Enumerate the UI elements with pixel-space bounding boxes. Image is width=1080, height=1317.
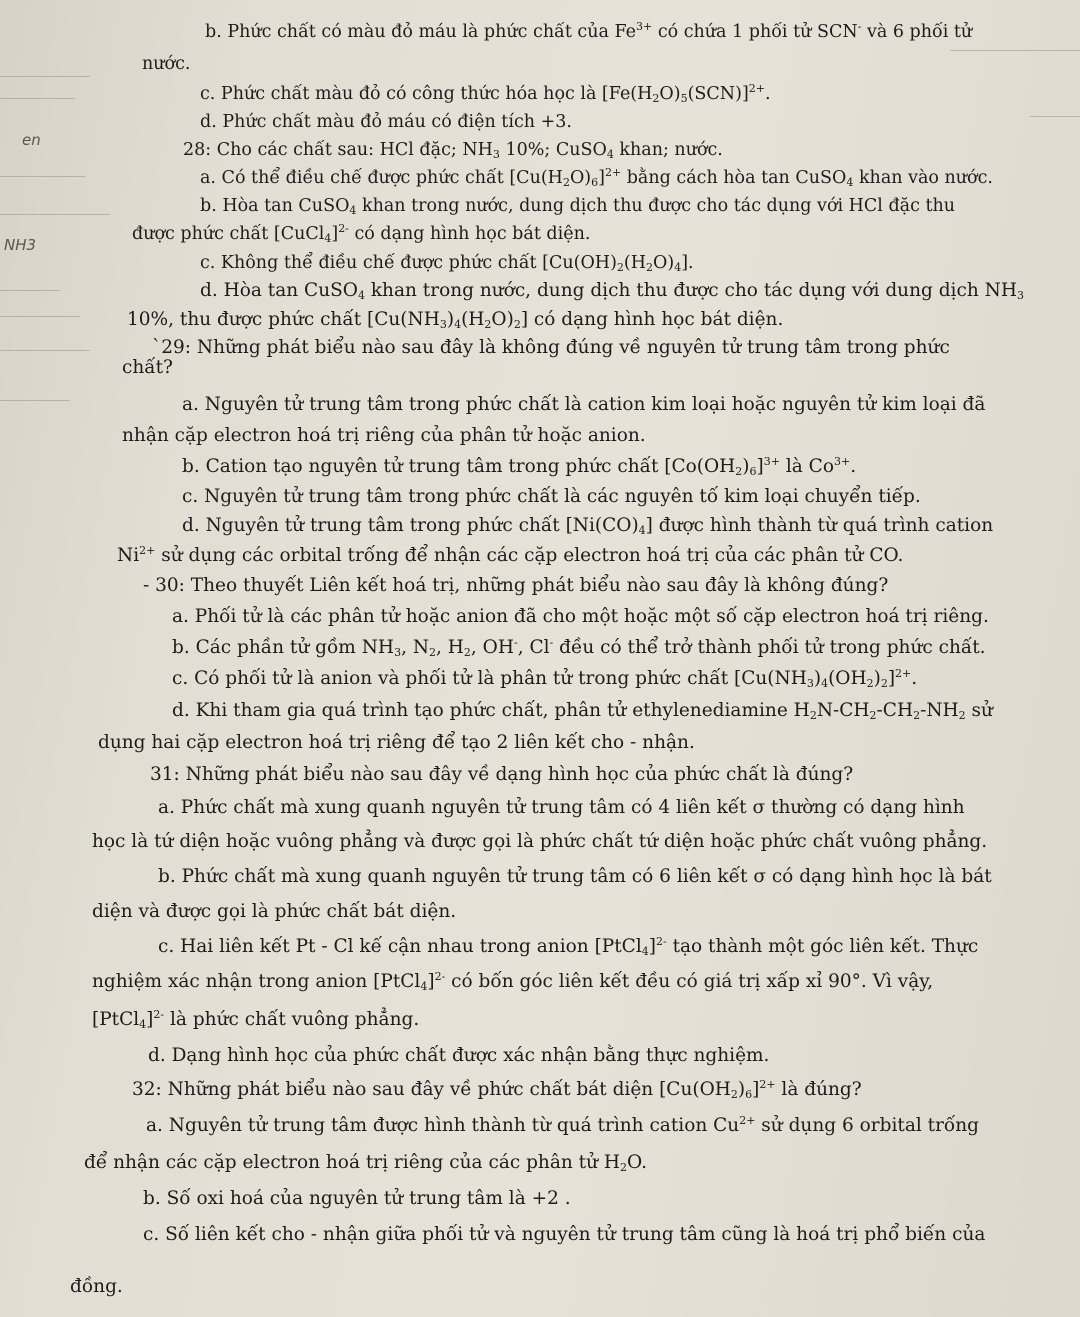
text-line-23: c. Có phối tử là anion và phối tử là phân tử trong phức chất $[Cu(NH_3)_4(OH_2)_2]^{2+}$. (172, 667, 918, 690)
text-line-19: $Ni^{2+}$ sử dụng các orbital trống để nhận các cặp electron hoá trị của các phân tử CO. (117, 544, 904, 566)
text-line-24: d. Khi tham gia quá trình tạo phức chất, phân tử ethylenediamine $H_2N-CH_2-CH_2-NH_2$ sử (172, 700, 993, 722)
text-line-16: b. Cation tạo nguyên tử trung tâm trong phức chất $[Co(OH_2)_6]^{3+}$ là $Co^{3+}$. (182, 455, 857, 478)
text-line-36: a. Nguyên tử trung tâm được hình thành từ quá trình cation $Cu^{2+}$ sử dụng 6 orbital trống (146, 1114, 979, 1136)
text-line-33: [PtCl$_4$]$^{2-}$ là phức chất vuông phẳng. (92, 1008, 420, 1031)
text-line-6: a. Có thể điều chế được phức chất $[Cu(H_2O)_6]^{2+}$ bằng cách hòa tan CuSO$_4$ khan vào nước. (200, 166, 993, 189)
text-line-1: b. Phức chất có màu đỏ máu là phức chất của $Fe^{3+}$ có chứa 1 phối tử SCN- và 6 phối tử (205, 20, 973, 42)
text-line-8: được phức chất [CuCl$_4$]$^{2-}$ có dạng hình học bát diện. (132, 222, 591, 245)
text-line-14: a. Nguyên tử trung tâm trong phức chất là cation kim loại hoặc nguyên tử kim loại đã (182, 394, 986, 415)
text-line-31: c. Hai liên kết Pt - Cl kế cận nhau trong anion [PtCl$_4$]$^{2-}$ tạo thành một góc liên kết. Thực (158, 935, 979, 958)
text-line-13: chất? (122, 357, 173, 378)
text-line-27: a. Phức chất mà xung quanh nguyên tử trung tâm có 4 liên kết σ thường có dạng hình (158, 797, 965, 818)
text-line-17: c. Nguyên tử trung tâm trong phức chất là các nguyên tố kim loại chuyển tiếp. (182, 486, 921, 507)
handwritten-note-1: en (22, 131, 41, 149)
text-line-5: 28: Cho các chất sau: HCl đặc; $NH_3$ 10%; CuSO$_4$ khan; nước. (183, 140, 723, 161)
text-line-26: 31: Những phát biểu nào sau đây về dạng hình học của phức chất là đúng? (150, 764, 854, 785)
text-line-32: nghiệm xác nhận trong anion [PtCl$_4$]$^{2-}$ có bốn góc liên kết đều có giá trị xấp xỉ 90°. Vì vậy, (92, 970, 934, 993)
text-line-11: 10%, thu được phức chất $[Cu(NH_3)_4(H_2O)_2]$ có dạng hình học bát diện. (127, 309, 784, 331)
margin-rule (0, 316, 80, 317)
text-line-34: d. Dạng hình học của phức chất được xác nhận bằng thực nghiệm. (148, 1045, 770, 1066)
margin-rule (0, 290, 60, 291)
handwritten-note-2: NH3 (4, 236, 37, 254)
text-line-29: b. Phức chất mà xung quanh nguyên tử trung tâm có 6 liên kết σ có dạng hình học là bát (158, 866, 992, 887)
margin-rule (0, 176, 85, 177)
text-line-15: nhận cặp electron hoá trị riêng của phân tử hoặc anion. (122, 425, 646, 446)
margin-rule (0, 400, 70, 401)
text-line-7: b. Hòa tan CuSO$_4$ khan trong nước, dung dịch thu được cho tác dụng với HCl đặc thu (200, 196, 956, 217)
margin-rule (0, 76, 90, 77)
text-line-2: nước. (142, 54, 191, 74)
text-line-37: để nhận các cặp electron hoá trị riêng của các phân tử $H_2O$. (84, 1152, 648, 1174)
text-line-39: c. Số liên kết cho - nhận giữa phối tử và nguyên tử trung tâm cũng là hoá trị phổ biến của (143, 1224, 986, 1245)
text-line-21: a. Phối tử là các phân tử hoặc anion đã cho một hoặc một số cặp electron hoá trị riêng. (172, 606, 989, 627)
text-line-4: d. Phức chất màu đỏ máu có điện tích +3. (200, 112, 572, 132)
text-line-20: - 30: Theo thuyết Liên kết hoá trị, những phát biểu nào sau đây là không đúng? (143, 575, 889, 596)
text-line-35: 32: Những phát biểu nào sau đây về phức chất bát diện $[Cu(OH_2)_6]^{2+}$ là đúng? (132, 1078, 862, 1101)
margin-rule (950, 50, 1080, 51)
text-line-12: `29: Những phát biểu nào sau đây là không đúng về nguyên tử trung tâm trong phức (152, 337, 950, 358)
text-line-30: diện và được gọi là phức chất bát diện. (92, 901, 457, 922)
margin-rule (1030, 116, 1080, 117)
text-line-22: b. Các phần tử gồm $NH_3$, $N_2$, $H_2$, OH-, Cl- đều có thể trở thành phối tử trong phức chất. (172, 636, 986, 659)
text-line-28: học là tứ diện hoặc vuông phẳng và được gọi là phức chất tứ diện hoặc phức chất vuông phẳng. (92, 831, 988, 852)
margin-rule (0, 214, 110, 215)
text-line-18: d. Nguyên tử trung tâm trong phức chất $[Ni(CO)_4]$ được hình thành từ quá trình cation (182, 515, 994, 537)
text-line-10: d. Hòa tan CuSO$_4$ khan trong nước, dung dịch thu được cho tác dụng với dung dịch $NH_3$ (200, 280, 1024, 302)
text-line-3: c. Phức chất màu đỏ có công thức hóa học là $[Fe(H_2O)_5(SCN)]^{2+}$. (200, 82, 771, 105)
text-line-25: dụng hai cặp electron hoá trị riêng để tạo 2 liên kết cho - nhận. (98, 732, 695, 753)
margin-rule (0, 98, 75, 99)
text-line-40: đồng. (70, 1276, 123, 1297)
text-line-38: b. Số oxi hoá của nguyên tử trung tâm là +2 . (143, 1188, 571, 1209)
margin-rule (0, 350, 90, 351)
text-line-9: c. Không thể điều chế được phức chất $[Cu(OH)_2(H_2O)_4]$. (200, 253, 694, 274)
